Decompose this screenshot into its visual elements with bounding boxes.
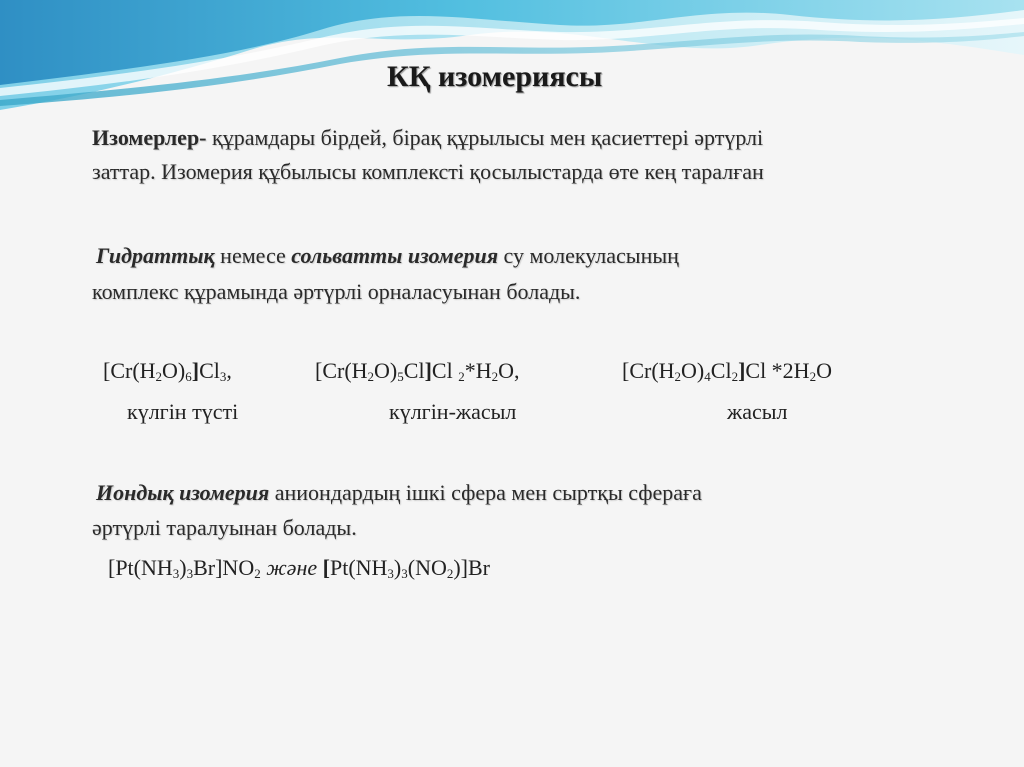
color-label-violet-green: күлгін-жасыл: [389, 399, 517, 424]
hydrate-definition: су молекуласының: [498, 243, 679, 268]
term-ionic-isomerism: Иондық изомерия: [96, 480, 270, 505]
paragraph-hydrate-line2: комплекс құрамында әртүрлі орналасуынан болады.: [92, 279, 581, 304]
term-isomers: Изомерлер-: [92, 125, 207, 150]
term-solvate-isomerism: сольватты изомерия: [291, 243, 499, 268]
color-label-green: жасыл: [727, 399, 788, 424]
isomers-definition: құрамдары бірдей, бірақ құрылысы мен қасиеттері әртүрлі: [206, 125, 764, 150]
connector-text: немесе: [214, 243, 292, 268]
paragraph-isomers-line1: [92, 125, 763, 151]
ionic-definition: аниондардың ішкі сфера мен сыртқы сфераға: [269, 480, 702, 505]
paragraph-hydrate-line1: [96, 243, 679, 269]
paragraph-ionic-line1: [96, 480, 702, 506]
formula-violet: $[Cr(H_2O)_6]Cl_3$,: [103, 358, 232, 384]
term-hydrate-isomerism: Гидраттық: [96, 243, 215, 268]
slide-title: КҚ изомериясы: [387, 60, 603, 93]
formula-violet-green: $[Cr(H_2O)_5Cl]Cl$ $_2*H_2O$,: [315, 358, 520, 384]
paragraph-ionic-line2: әртүрлі таралуынан болады.: [92, 515, 357, 540]
paragraph-isomers-line2: заттар. Изомерия құбылысы комплексті қосылыстарда өте кең таралған: [92, 159, 764, 184]
formula-ionic-pair: $[Pt(NH_3)_3Br]NO_2$ және $[Pt(NH_3)_3(NO_2)]Br$: [108, 555, 491, 581]
formula-green: $[Cr(H_2O)_4Cl_2]Cl$ $*2H_2O$: [622, 358, 832, 384]
color-label-violet: күлгін түсті: [127, 399, 239, 424]
